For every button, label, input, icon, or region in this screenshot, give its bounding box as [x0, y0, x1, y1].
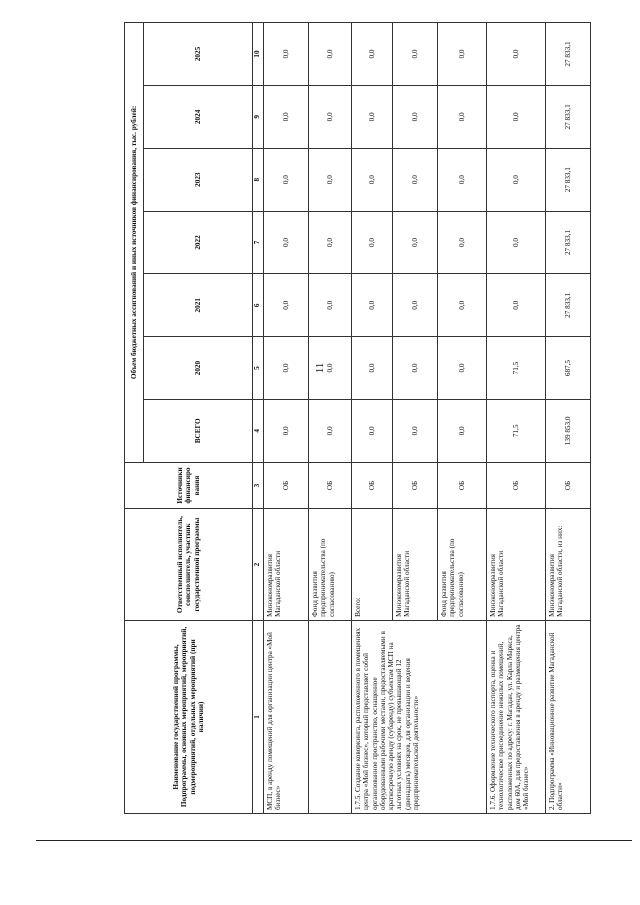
- row-value-2020: 0,0: [393, 337, 438, 400]
- header-year-2024: 2024: [144, 85, 253, 148]
- row-name: 1.7.5. Создание коворкинга, расположенного в помещениях центра «Мой бизнес», который представляет собой организованное пространство, оснащенное оборудованными рабочими местами, предоставляемыми в краткосрочную аренду (субаренду) субъектам МСП на льготных условиях на срок, не превышающий 12 (двенадцать) месяцев, для организации и ведения предпринимательской деятельности»: [352, 620, 487, 813]
- row-value-2022: 0,0: [352, 211, 393, 274]
- table-row: [309, 23, 352, 814]
- row-value-2025: 0,0: [264, 23, 309, 86]
- row-value-2022: 0,0: [438, 211, 487, 274]
- row-value-2024: 0,0: [487, 85, 546, 148]
- row-name: МСП, в аренду помещений для организации центра «Мой бизнес»: [264, 620, 309, 813]
- rotated-table-frame: [124, 22, 572, 814]
- row-value-2022: 0,0: [487, 211, 546, 274]
- header-year-2020: 2020: [144, 337, 253, 400]
- row-value-2023: 0,0: [352, 148, 393, 211]
- column-index: 1: [253, 620, 264, 813]
- row-value-2022: 0,0: [309, 211, 352, 274]
- row-value-2024: 0,0: [264, 85, 309, 148]
- row-value-2023: 0,0: [309, 148, 352, 211]
- row-value-2021: 0,0: [393, 274, 438, 337]
- header-year-2025: 2025: [144, 23, 253, 86]
- page-number: 11: [314, 362, 326, 374]
- row-value-2021: 0,0: [352, 274, 393, 337]
- row-value-2024: 0,0: [393, 85, 438, 148]
- column-index: 8: [253, 148, 264, 211]
- table-row: [487, 23, 546, 814]
- row-value-2022: 0,0: [264, 211, 309, 274]
- row-total: 0,0: [264, 399, 309, 462]
- row-executor: Минэкономразвития Магаданской области: [393, 509, 438, 621]
- row-executor: Фонд развития предпринимательства (по согласованию): [309, 509, 352, 621]
- row-source: ОБ: [546, 462, 591, 509]
- header-executor: Ответственный исполнитель, соисполнитель, участник государственной программы: [125, 509, 253, 621]
- row-value-2024: 0,0: [438, 85, 487, 148]
- row-value-2022: 0,0: [393, 211, 438, 274]
- row-value-2025: 0,0: [393, 23, 438, 86]
- row-value-2023: 0,0: [393, 148, 438, 211]
- row-total: 139 853,0: [546, 399, 591, 462]
- row-value-2020: 71,5: [487, 337, 546, 400]
- row-name: [309, 620, 352, 813]
- header-year-2021: 2021: [144, 274, 253, 337]
- row-source: ОБ: [438, 462, 487, 509]
- row-value-2021: 27 833,1: [546, 274, 591, 337]
- header-year-2022: 2022: [144, 211, 253, 274]
- header-funding: Объем бюджетных ассигнований и иных источников финансирования, тыс. рублей:: [125, 23, 144, 463]
- row-value-2024: 0,0: [352, 85, 393, 148]
- row-source: ОБ: [264, 462, 309, 509]
- column-index: 9: [253, 85, 264, 148]
- row-value-2023: 0,0: [438, 148, 487, 211]
- row-executor: Минэкономразвития Магаданской области, из них:: [546, 509, 591, 621]
- row-source: ОБ: [309, 462, 352, 509]
- table-row: [546, 23, 591, 814]
- row-value-2021: 0,0: [438, 274, 487, 337]
- row-value-2023: 27 833,1: [546, 148, 591, 211]
- row-value-2020: 0,0: [438, 337, 487, 400]
- row-value-2022: 27 833,1: [546, 211, 591, 274]
- row-value-2020: 0,0: [309, 337, 352, 400]
- row-name: 1.7.6. Оформление технического паспорта, оценка и технологическое присоединение нежилых помещений, расположенных по адресу: г. Магадан, ул. Карла Маркса, дом 60А, для предоставления в аренду и размещения центра «Мой бизнес»: [487, 620, 546, 813]
- row-total: 0,0: [352, 399, 393, 462]
- row-value-2024: 0,0: [309, 85, 352, 148]
- row-total: 71,5: [487, 399, 546, 462]
- row-total: 0,0: [309, 399, 352, 462]
- row-executor: Минэкономразвития Магаданской области: [264, 509, 309, 621]
- table-row: [264, 23, 309, 814]
- row-total: 0,0: [438, 399, 487, 462]
- header-source: Источники финансирования: [125, 462, 253, 509]
- table-row: [352, 23, 393, 814]
- row-source: ОБ: [487, 462, 546, 509]
- column-index: 5: [253, 337, 264, 400]
- column-index: 7: [253, 211, 264, 274]
- row-total: 0,0: [393, 399, 438, 462]
- row-value-2023: 0,0: [264, 148, 309, 211]
- row-value-2020: 0,0: [352, 337, 393, 400]
- column-index: 4: [253, 399, 264, 462]
- row-executor: Всего:: [352, 509, 393, 621]
- row-value-2020: 0,0: [264, 337, 309, 400]
- row-value-2021: 0,0: [264, 274, 309, 337]
- row-name: 2. Подпрограмма «Инновационное развитие Магаданской области»: [546, 620, 591, 813]
- row-value-2025: 0,0: [352, 23, 393, 86]
- page-bottom-rule: [36, 840, 632, 841]
- column-index-row: [253, 23, 264, 814]
- header-name: Наименование государственной программы, Подпрограммы, основных мероприятий, мероприятий, подмероприятий, отдельных мероприятий (при наличии): [125, 620, 253, 813]
- row-executor: Минэкономразвития Магаданской области: [487, 509, 546, 621]
- row-value-2023: 0,0: [487, 148, 546, 211]
- column-index: 10: [253, 23, 264, 86]
- row-value-2024: 27 833,1: [546, 85, 591, 148]
- header-year-2023: 2023: [144, 148, 253, 211]
- row-source: ОБ: [352, 462, 393, 509]
- row-value-2025: 0,0: [487, 23, 546, 86]
- row-executor: Фонд развития предпринимательства (по согласованию): [438, 509, 487, 621]
- row-source: ОБ: [393, 462, 438, 509]
- row-value-2025: 0,0: [438, 23, 487, 86]
- column-index: 2: [253, 509, 264, 621]
- budget-table: [124, 22, 591, 814]
- budget-table-container: [124, 22, 572, 814]
- row-value-2021: 0,0: [309, 274, 352, 337]
- column-index: 3: [253, 462, 264, 509]
- row-value-2020: 687,5: [546, 337, 591, 400]
- row-value-2025: 27 833,1: [546, 23, 591, 86]
- column-index: 6: [253, 274, 264, 337]
- header-total: ВСЕГО: [144, 399, 253, 462]
- row-value-2025: 0,0: [309, 23, 352, 86]
- row-value-2021: 0,0: [487, 274, 546, 337]
